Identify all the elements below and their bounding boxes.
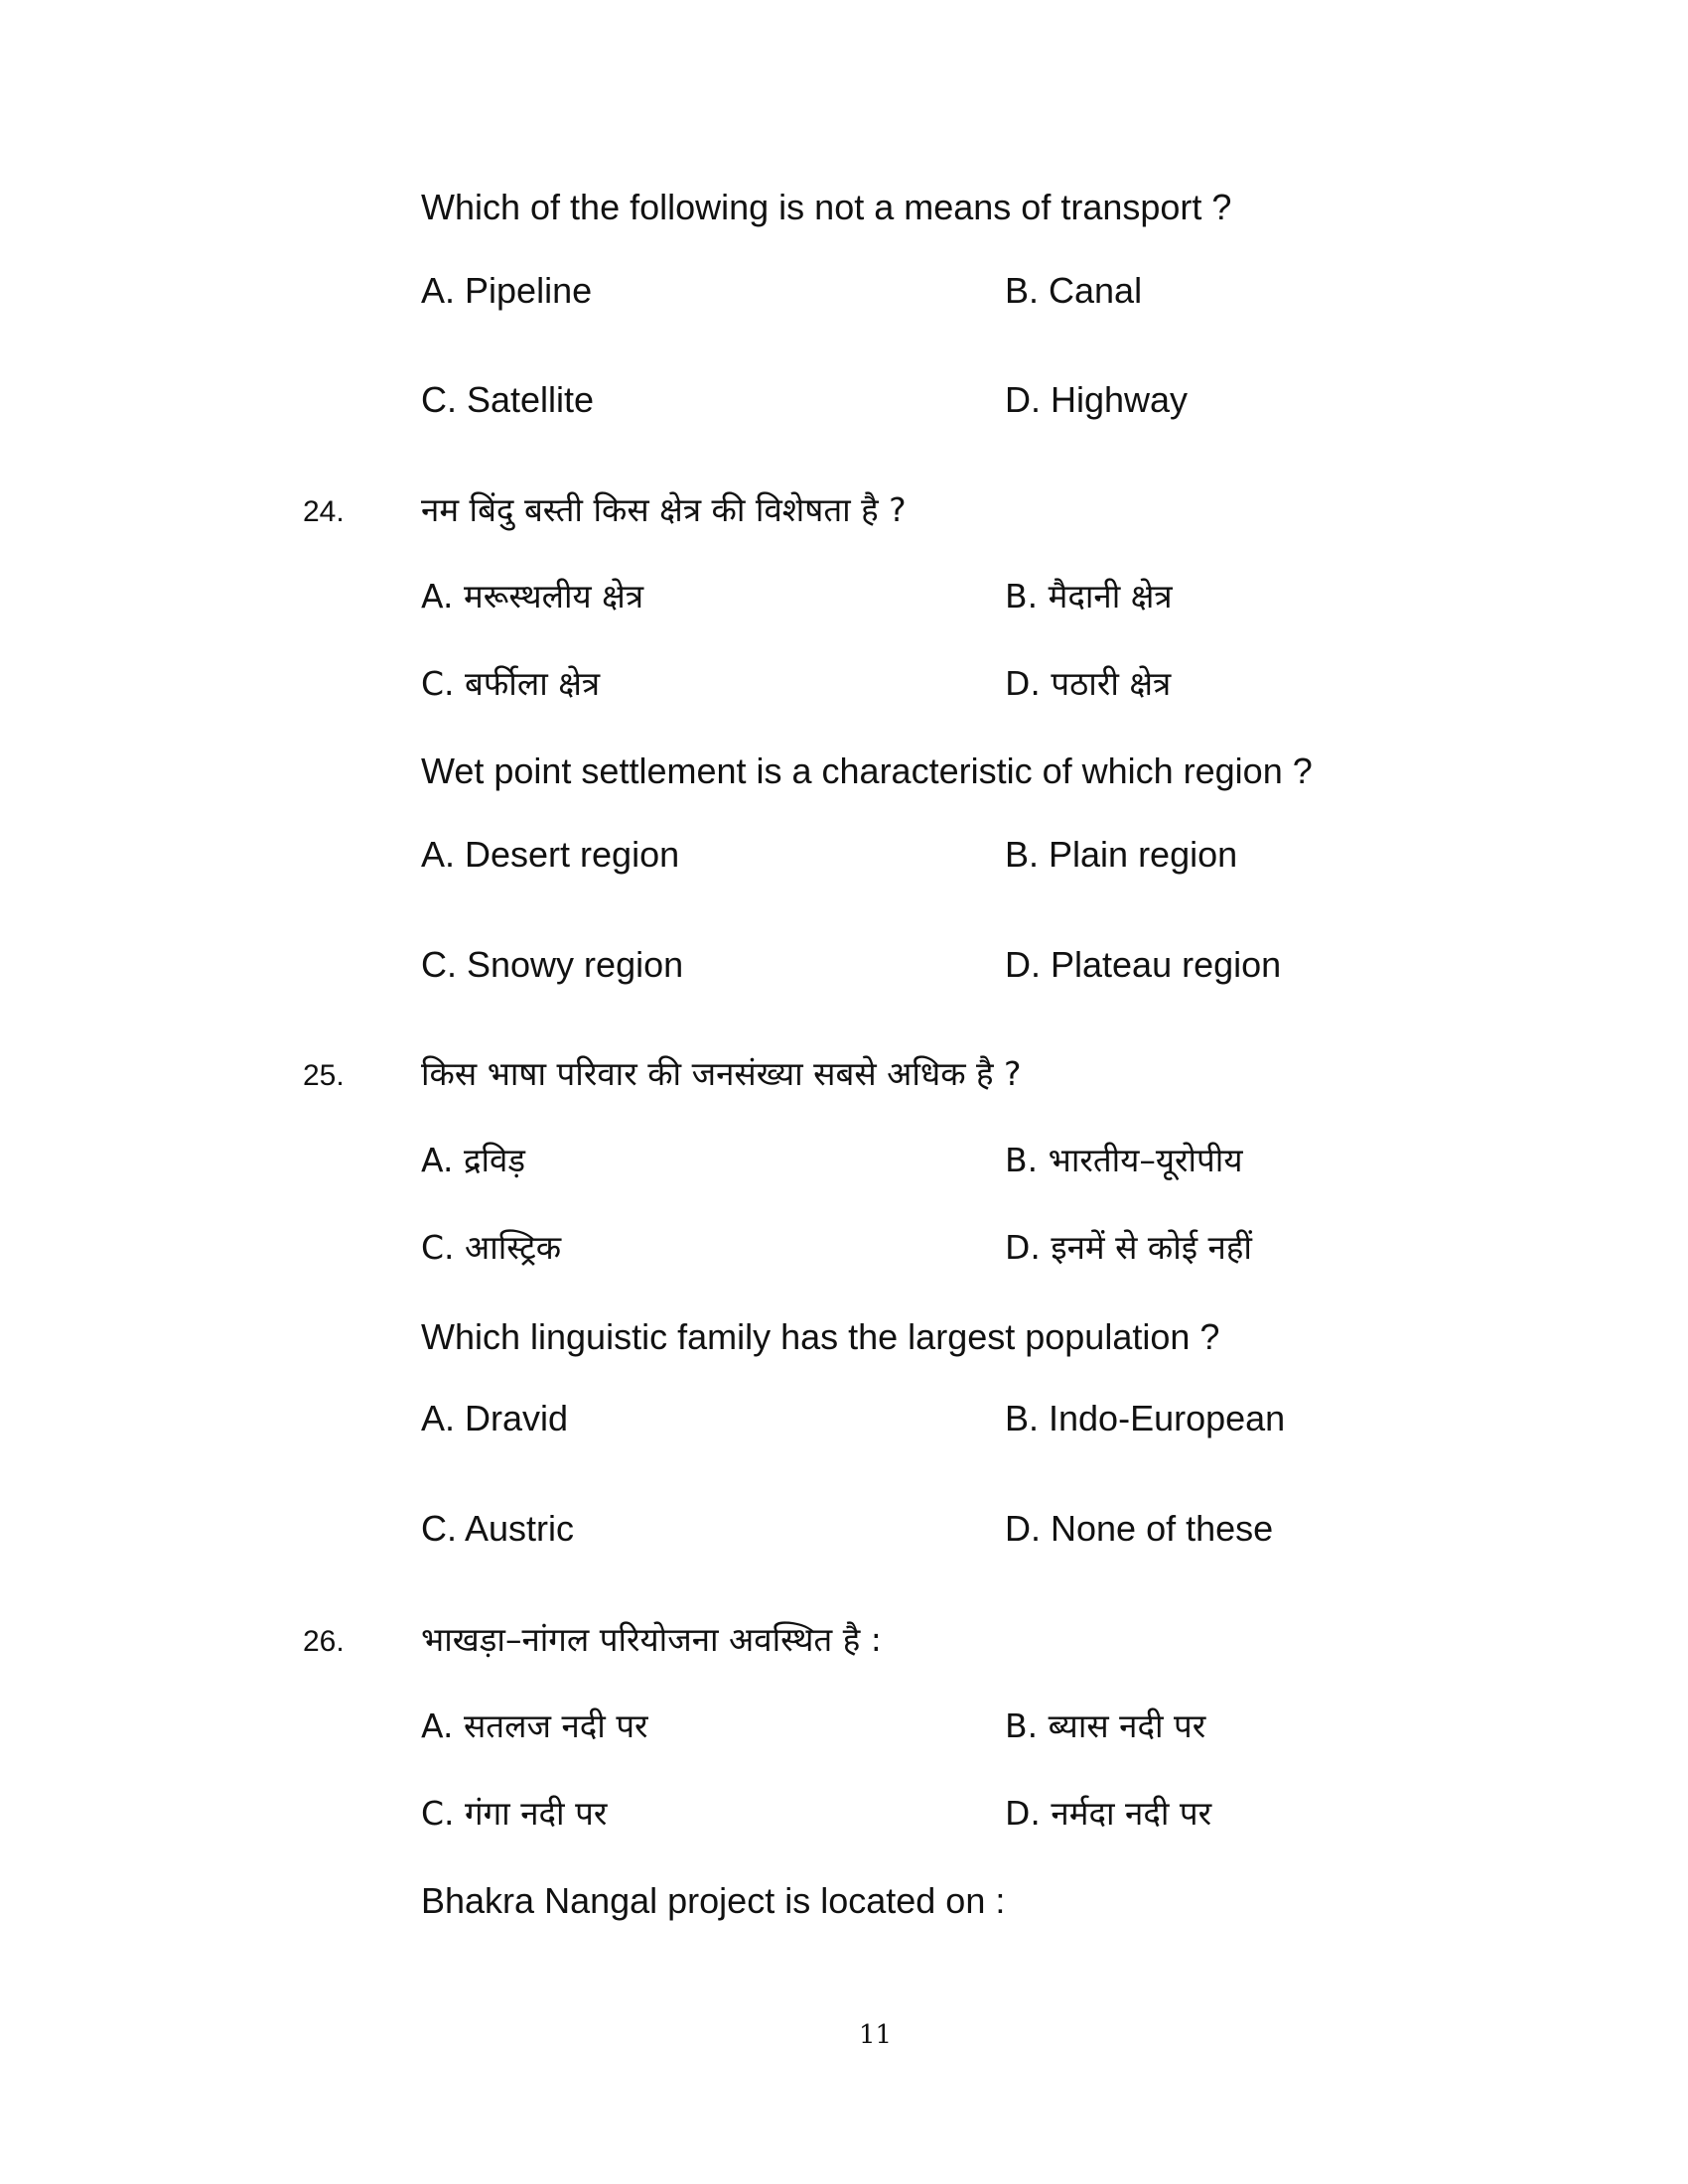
question-25-number: 25. bbox=[303, 1059, 345, 1092]
question-26-hindi-option-c: C. गंगा नदी पर bbox=[421, 1794, 608, 1833]
question-25-hindi-option-c: C. आस्ट्रिक bbox=[421, 1228, 562, 1267]
question-26-hindi-option-d: D. नर्मदा नदी पर bbox=[1005, 1794, 1212, 1833]
question-24-hindi-text: नम बिंदु बस्ती किस क्षेत्र की विशेषता है ? bbox=[421, 490, 907, 529]
question-24-hindi-option-d: D. पठारी क्षेत्र bbox=[1005, 664, 1172, 703]
page-number: 11 bbox=[858, 2020, 893, 2050]
question-25-hindi-text: किस भाषा परिवार की जनसंख्या सबसे अधिक है ? bbox=[421, 1054, 1022, 1093]
question-26-hindi-text: भाखड़ा–नांगल परियोजना अवस्थित है : bbox=[421, 1620, 882, 1659]
question-24-option-b: B. Plain region bbox=[1005, 834, 1238, 875]
question-24-hindi-option-a: A. मरूस्थलीय क्षेत्र bbox=[421, 577, 644, 615]
question-23-option-c: C. Satellite bbox=[421, 379, 595, 420]
question-26-hindi-option-a: A. सतलज नदी पर bbox=[421, 1706, 648, 1745]
question-24-english-text: Wet point settlement is a characteristic of which region ? bbox=[421, 751, 1313, 791]
question-23-english-text: Which of the following is not a means of transport ? bbox=[421, 187, 1232, 227]
question-24-option-c: C. Snowy region bbox=[421, 944, 684, 985]
question-23-option-b: B. Canal bbox=[1005, 270, 1143, 311]
question-24-option-a: A. Desert region bbox=[421, 834, 680, 875]
question-25-option-d: D. None of these bbox=[1005, 1508, 1274, 1549]
question-23-option-d: D. Highway bbox=[1005, 379, 1189, 420]
question-24-hindi-option-b: B. मैदानी क्षेत्र bbox=[1005, 577, 1173, 615]
question-24-hindi-option-c: C. बर्फीला क्षेत्र bbox=[421, 664, 601, 703]
question-25-hindi-option-b: B. भारतीय–यूरोपीय bbox=[1005, 1141, 1243, 1179]
question-25-option-c: C. Austric bbox=[421, 1508, 575, 1549]
question-26-english-text: Bhakra Nangal project is located on : bbox=[421, 1880, 1006, 1921]
question-24-number: 24. bbox=[303, 495, 345, 528]
question-26-hindi-option-b: B. ब्यास नदी पर bbox=[1005, 1706, 1206, 1745]
question-24-option-d: D. Plateau region bbox=[1005, 944, 1282, 985]
question-25-english-text: Which linguistic family has the largest population ? bbox=[421, 1316, 1220, 1357]
question-25-option-a: A. Dravid bbox=[421, 1398, 569, 1438]
question-25-hindi-option-a: A. द्रविड़ bbox=[421, 1141, 526, 1179]
question-23-option-a: A. Pipeline bbox=[421, 270, 593, 311]
question-25-option-b: B. Indo-European bbox=[1005, 1398, 1286, 1438]
question-25-hindi-option-d: D. इनमें से कोई नहीं bbox=[1005, 1228, 1252, 1267]
question-26-number: 26. bbox=[303, 1625, 345, 1658]
